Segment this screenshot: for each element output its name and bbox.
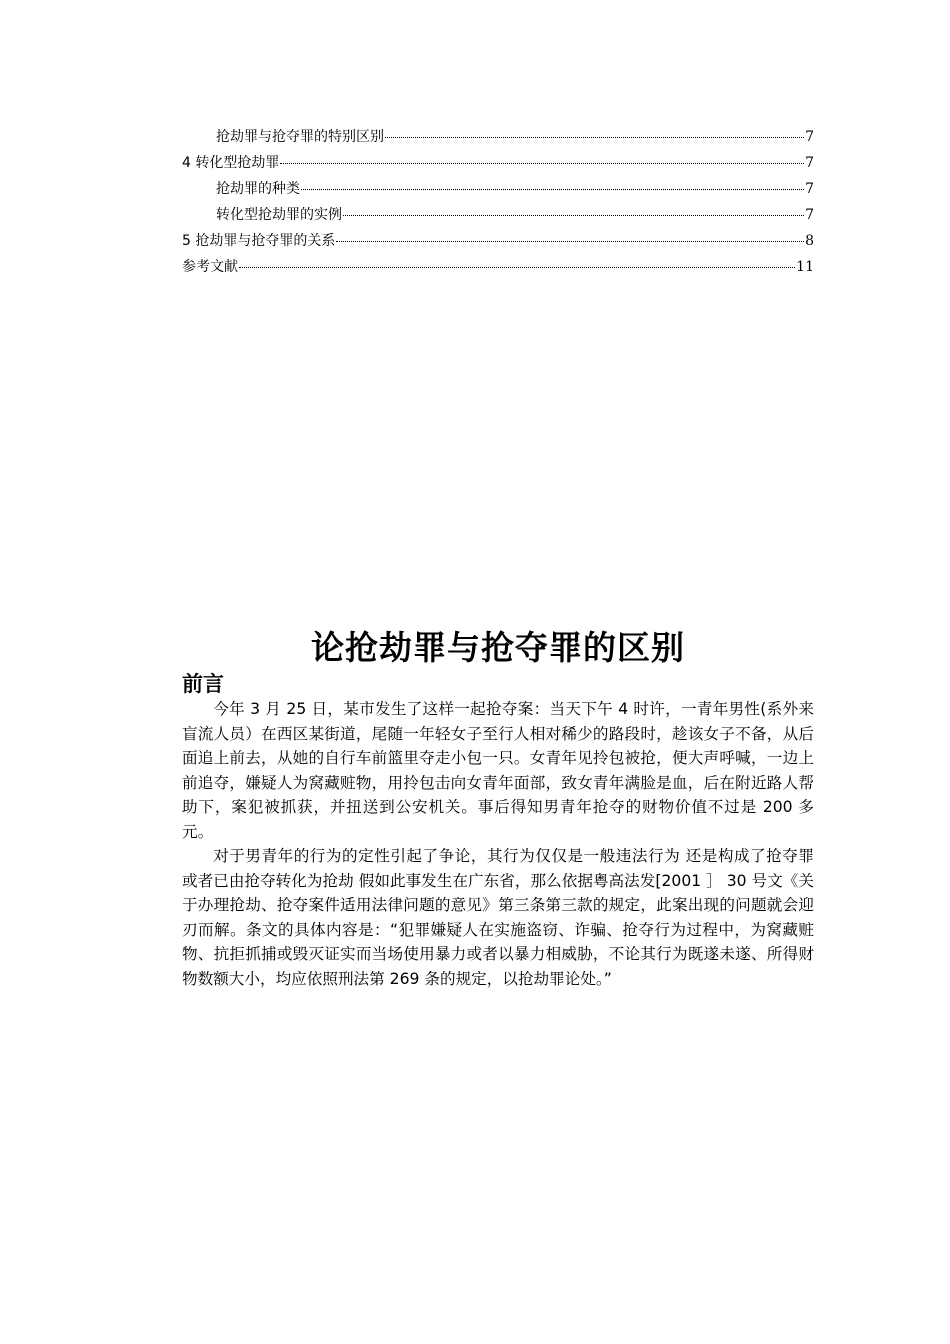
toc-leader-dots [280, 163, 804, 164]
toc-leader-dots [301, 189, 804, 190]
document-title: 论抢劫罪与抢夺罪的区别 [311, 628, 685, 667]
paragraph: 对于男青年的行为的定性引起了争论，其行为仅仅是一般违法行为 还是构成了抢夺罪 或者已由抢夺转化为抢劫 假如此事发生在广东省，那么依据粤高法发[2001 ］ 30 号文《关于办理抢劫、抢夺案件适用法律问题的意见》第三条第三款的规定，此案出现的问题就会迎刃而解。条文的具体内容是：“犯罪嫌疑人在实施盗窃、诈骗、抢夺行为过程中，为窝藏赃物、抗拒抓捕或毁灭证实而当场使用暴力或者以暴力相威胁，不论其行为既遂未遂、所得财物数额大小，均应依照刑法第 269 条的规定，以抢劫罪论处。” [182, 847, 814, 988]
toc-entry[interactable] [182, 254, 814, 280]
toc-entry-label: 4 转化型抢劫罪 [182, 155, 280, 171]
toc-entry-page: 7 [805, 181, 814, 197]
toc-entry-page: 7 [805, 207, 814, 223]
table-of-contents [182, 124, 814, 280]
toc-entry-page: 7 [805, 129, 814, 145]
toc-entry-page: 8 [805, 233, 814, 249]
toc-entry[interactable] [182, 176, 814, 202]
toc-entry-label: 抢劫罪的种类 [216, 181, 300, 197]
toc-leader-dots [336, 241, 804, 242]
toc-entry-page: 11 [796, 259, 814, 275]
toc-entry[interactable] [182, 228, 814, 254]
toc-entry-label: 参考文献 [182, 259, 238, 275]
toc-entry[interactable] [182, 150, 814, 176]
toc-entry[interactable] [182, 202, 814, 228]
toc-entry-label: 转化型抢劫罪的实例 [216, 207, 342, 223]
toc-entry-page: 7 [805, 155, 814, 171]
body-text [182, 697, 814, 991]
paragraph: 今年 3 月 25 日，某市发生了这样一起抢夺案：当天下午 4 时许，一青年男性(系外来盲流人员）在西区某街道，尾随一年轻女子至行人相对稀少的路段时，趁该女子不备，从后面追上前去，从她的自行车前篮里夺走小包一只。女青年见拎包被抢，便大声呼喊，一边上前追夺，嫌疑人为窝藏赃物，用拎包击向女青年面部，致女青年满脸是血，后在附近路人帮助下，案犯被抓获，并扭送到公安机关。事后得知男青年抢夺的财物价值不过是 200 多元。 [182, 700, 814, 841]
toc-entry-label: 5 抢劫罪与抢夺罪的关系 [182, 233, 336, 249]
section-heading: 前言 [182, 672, 224, 696]
toc-leader-dots [385, 137, 804, 138]
toc-entry-label: 抢劫罪与抢夺罪的特别区别 [216, 129, 384, 145]
toc-entry[interactable] [182, 124, 814, 150]
toc-leader-dots [343, 215, 804, 216]
toc-leader-dots [239, 267, 795, 268]
